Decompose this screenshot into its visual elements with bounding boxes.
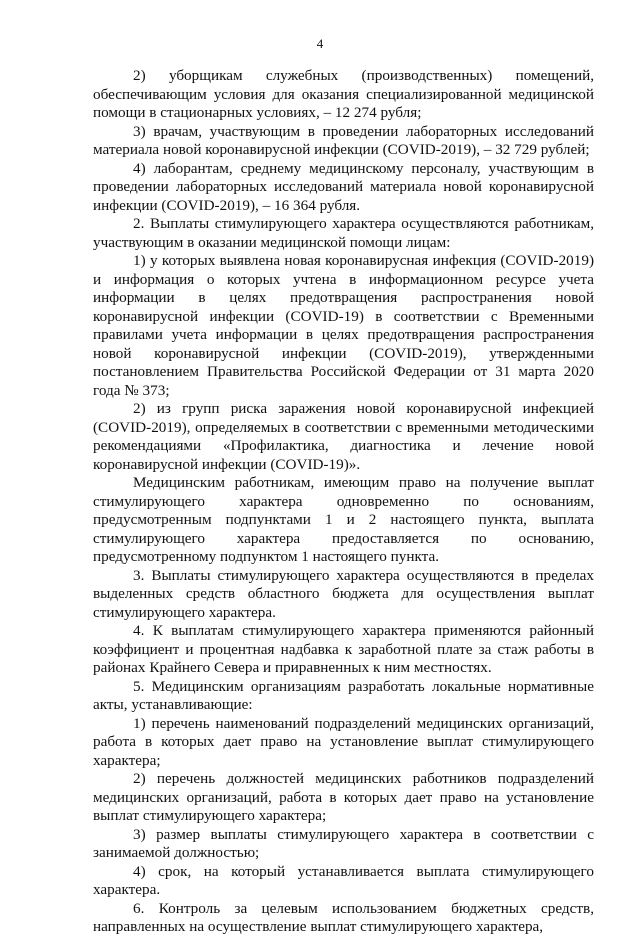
paragraph: 2. Выплаты стимулирующего характера осуществляются работникам, участвующим в оказании медицинской помощи лицам: (93, 215, 594, 251)
document-body (93, 67, 594, 937)
paragraph: 1) у которых выявлена новая коронавирусная инфекция (COVID-2019) и информация о которых учтена в информационном ресурсе учета информации в целях предотвращения распространения новой коронавирусной инфекции (COVID-19) в соответствии с Временными правилами учета информации в целях предотвращения распространения новой коронавирусной инфекции (COVID-2019), утвержденными постановлением Правительства Российской Федерации от 31 марта 2020 года № 373; (93, 252, 594, 399)
paragraph: 6. Контроль за целевым использованием бюджетных средств, направленных на осуществление выплат стимулирующего характера, (93, 899, 594, 935)
paragraph: 2) из групп риска заражения новой коронавирусной инфекцией (COVID-2019), определяемых в соответствии с временными методическими рекомендациями «Профилактика, диагностика и лечение новой коронавирусной инфекции (COVID-19)». (93, 400, 594, 473)
paragraph: Медицинским работникам, имеющим право на получение выплат стимулирующего характера одновременно по основаниям, предусмотренным подпунктами 1 и 2 настоящего пункта, выплата стимулирующего характера предоставляется по основанию, предусмотренному подпунктом 1 настоящего пункта. (93, 474, 594, 565)
page-number: 4 (316, 36, 324, 51)
paragraph: 5. Медицинским организациям разработать локальные нормативные акты, устанавливающие: (93, 677, 594, 713)
paragraph: 4) лаборантам, среднему медицинскому персоналу, участвующим в проведении лабораторных исследований материала новой коронавирусной инфекции (COVID-2019), – 16 364 рубля. (93, 159, 594, 214)
paragraph: 4. К выплатам стимулирующего характера применяются районный коэффициент и процентная надбавка к заработной плате за стаж работы в районах Крайнего Севера и приравненных к ним местностях. (93, 622, 594, 676)
paragraph: 2) уборщикам служебных (производственных) помещений, обеспечивающим условия для оказания специализированной медицинской помощи в стационарных условиях, – 12 274 рубля; (93, 67, 594, 121)
paragraph: 3) врачам, участвующим в проведении лабораторных исследований материала новой коронавирусной инфекции (COVID-2019), – 32 729 рублей; (93, 122, 594, 158)
paragraph: 1) перечень наименований подразделений медицинских организаций, работа в которых дает право на установление выплат стимулирующего характера; (93, 714, 594, 769)
paragraph: 2) перечень должностей медицинских работников подразделений медицинских организаций, работа в которых дает право на установление выплат стимулирующего характера; (93, 770, 594, 824)
paragraph: 3) размер выплаты стимулирующего характера в соответствии с занимаемой должностью; (93, 825, 594, 861)
paragraph: 4) срок, на который устанавливается выплата стимулирующего характера. (93, 862, 594, 898)
paragraph: 3. Выплаты стимулирующего характера осуществляются в пределах выделенных средств областного бюджета для осуществления выплат стимулирующего характера. (93, 566, 594, 621)
